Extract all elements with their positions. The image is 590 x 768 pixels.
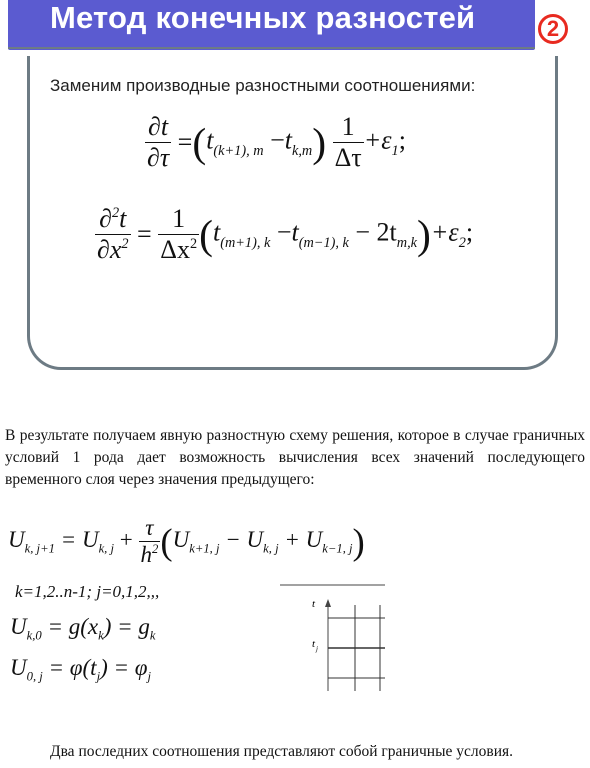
eq2-t1-sub: (m+1), k xyxy=(220,234,271,251)
eq1-epsilon-sub: 1 xyxy=(391,142,399,159)
eq1-minus: − xyxy=(270,125,285,155)
scheme-plus: + xyxy=(119,526,133,552)
grid-t-label: t xyxy=(312,598,316,610)
scheme-c-sub: k−1, j xyxy=(322,541,353,556)
eq2-lhs-den-sup: 2 xyxy=(121,236,129,252)
scheme-frac-num: τ xyxy=(139,515,161,542)
time-grid-diagram xyxy=(280,583,390,693)
intro-text: Заменим производные разностными соотношениями: xyxy=(50,76,476,95)
boundary-condition-t xyxy=(10,655,151,685)
bc2-lhs: U xyxy=(10,655,27,680)
eq2-frac-den: Δx xyxy=(160,235,190,264)
eq2-t1: t xyxy=(212,217,221,247)
eq2-epsilon-sub: 2 xyxy=(458,234,466,251)
scheme-a: U xyxy=(172,526,190,552)
bc1-rest2-sub: k xyxy=(149,628,156,643)
scheme-frac-den: h xyxy=(140,542,152,567)
eq2-t2: t xyxy=(291,217,299,247)
eq1-frac-den: Δτ xyxy=(334,143,362,172)
bc1-rest: = g(x xyxy=(47,614,99,639)
slide-header xyxy=(8,0,535,50)
scheme-u1-sub: k, j xyxy=(98,541,115,556)
scheme-a-sub: k+1, j xyxy=(189,541,220,556)
slide-number-badge: 2 xyxy=(538,14,568,44)
slide-title: Метод конечных разностей xyxy=(50,0,476,35)
eq2-t3-sub: m,k xyxy=(396,234,418,251)
eq2-lhs-t: t xyxy=(119,204,127,233)
eq2-frac-num: 1 xyxy=(158,204,199,235)
bc2-rest2-sub: j xyxy=(147,669,152,684)
eq2-lhs-fraction xyxy=(95,204,131,265)
result-paragraph: В результате получаем явную разностную схему решения, которое в случае граничных условий 1 рода дает возможность вычисления всех значений последующего временного слоя через значения предыдущего: xyxy=(5,427,585,488)
eq2-epsilon: +ε xyxy=(430,217,459,247)
scheme-lhs-sub: k, j+1 xyxy=(24,541,55,556)
eq2-mid: − 2t xyxy=(355,217,397,247)
eq1-delta-fraction xyxy=(333,112,364,173)
t-axis-arrow-icon xyxy=(325,599,331,607)
eq2-end: ; xyxy=(465,217,474,247)
equation-first-derivative: $\frac{\partial t}{\partial\tau}$ $=(t_{(k+1), m} -t_{k,m})$ $\frac{1}{\Delta\tau}$ $+\varepsilon_1$; xyxy=(147,112,406,172)
bc2-lhs-sub: 0, j xyxy=(26,669,43,684)
bc2-rest: = φ(t xyxy=(48,655,97,680)
eq1-lhs-den: ∂τ xyxy=(147,143,170,172)
bc2-rest2: ) = φ xyxy=(100,655,148,680)
eq2-lhs-num-sup: 2 xyxy=(112,205,120,221)
scheme-fraction xyxy=(139,515,161,568)
scheme-c: + U xyxy=(284,526,323,552)
eq1-t1-sub: (k+1), m xyxy=(213,142,264,159)
eq1-epsilon: +ε xyxy=(363,125,392,155)
explicit-scheme-equation: $U_{k, j+1} = U_{k, j}$ + $\frac{\tau}{h^2}$ $(U_{k+1, j} - U_{k, j} + U_{k-1, j})$ xyxy=(8,515,365,567)
bc1-rest2: ) = g xyxy=(103,614,150,639)
scheme-frac-den-sup: 2 xyxy=(152,542,159,557)
eq1-lhs-fraction xyxy=(145,112,171,173)
scheme-u1: = U xyxy=(60,526,99,552)
eq2-frac-den-sup: 2 xyxy=(189,236,198,252)
scheme-lhs: U xyxy=(8,526,25,552)
eq2-delta-fraction xyxy=(158,204,199,265)
bc1-rest-sub: k xyxy=(98,628,104,643)
footer-note: Два последних соотношения представляют собой граничные условия. xyxy=(50,743,514,760)
eq1-t2-sub: k,m xyxy=(291,142,313,159)
index-ranges: k=1,2..n-1; j=0,1,2,,, xyxy=(15,582,160,601)
boundary-condition-x xyxy=(10,614,156,644)
eq1-lhs-num: ∂t xyxy=(145,112,171,143)
equation-second-derivative: $\frac{\partial^2t}{\partial x^2}$ = $\frac{1}{\Delta x^2}$ $(t_{(m+1), k} -t_{(m-1), k} - 2t_{m,k})+\varepsilon_2$; xyxy=(97,204,474,264)
eq2-t2-sub: (m−1), k xyxy=(298,234,349,251)
bc1-lhs: U xyxy=(10,614,27,639)
bc2-rest-sub: j xyxy=(96,669,101,684)
scheme-b: − U xyxy=(225,526,264,552)
header-divider xyxy=(8,47,535,49)
eq1-t1: t xyxy=(206,125,214,155)
scheme-b-sub: k, j xyxy=(263,541,279,556)
eq1-t2: t xyxy=(284,125,292,155)
eq2-lhs-partial: ∂ xyxy=(99,204,112,233)
eq1-frac-num: 1 xyxy=(333,112,364,143)
grid-tj-sub: j xyxy=(316,645,318,653)
grid-tj-label: t xyxy=(312,638,316,650)
bc1-lhs-sub: k,0 xyxy=(26,628,42,643)
eq1-end: ; xyxy=(398,125,406,155)
eq2-lhs-den: ∂x xyxy=(97,235,122,264)
